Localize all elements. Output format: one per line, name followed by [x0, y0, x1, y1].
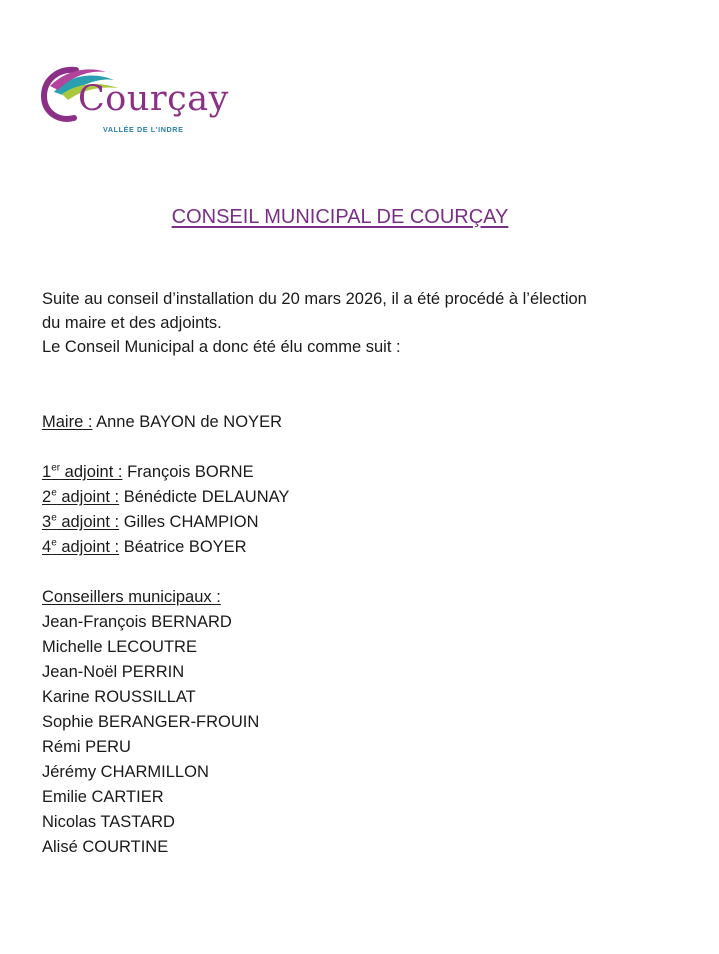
adjoint-name: Bénédicte DELAUNAY [123, 488, 290, 506]
intro-line: du maire et des adjoints. [42, 314, 222, 332]
list-item: Michelle LECOUTRE [42, 638, 197, 656]
conseillers-label: Conseillers municipaux : [42, 588, 221, 606]
list-item: Emilie CARTIER [42, 788, 164, 806]
list-item: Jérémy CHARMILLON [42, 763, 209, 781]
conseillers-heading [42, 586, 221, 608]
conseillers-list [42, 611, 259, 861]
logo-wordmark: Courçay [78, 79, 229, 119]
maire-name: Anne BAYON de NOYER [96, 413, 282, 431]
adjoint-line [42, 461, 254, 483]
adjoint-label: 1er adjoint : [42, 462, 123, 481]
list-item: Nicolas TASTARD [42, 813, 175, 831]
page-title: CONSEIL MUNICIPAL DE COURÇAY [171, 206, 509, 228]
intro-line: Le Conseil Municipal a donc été élu comme suit : [42, 338, 401, 356]
intro-line: Suite au conseil d’installation du 20 mars 2026, il a été procédé à l’élection [42, 290, 587, 308]
list-item: Karine ROUSSILLAT [42, 688, 196, 706]
list-item: Rémi PERU [42, 738, 131, 756]
adjoint-name: François BORNE [127, 463, 254, 481]
adjoint-line [42, 536, 247, 558]
adjoint-line [42, 511, 258, 533]
list-item: Alisé COURTINE [42, 838, 169, 856]
logo-tagline: VALLÉE DE L'INDRE [103, 125, 184, 134]
adjoint-name: Gilles CHAMPION [123, 513, 259, 531]
adjoint-line [42, 486, 289, 508]
maire-label: Maire : [42, 413, 93, 431]
adjoint-name: Béatrice BOYER [123, 538, 247, 556]
adjoint-label: 3e adjoint : [42, 512, 120, 531]
list-item: Jean-François BERNARD [42, 613, 232, 631]
courcay-logo [40, 64, 229, 144]
intro-paragraph [42, 287, 682, 359]
maire-line [42, 411, 282, 433]
list-item: Jean-Noël PERRIN [42, 663, 185, 681]
adjoint-label: 4e adjoint : [42, 537, 120, 556]
adjoint-label: 2e adjoint : [42, 487, 120, 506]
list-item: Sophie BERANGER-FROUIN [42, 713, 260, 731]
